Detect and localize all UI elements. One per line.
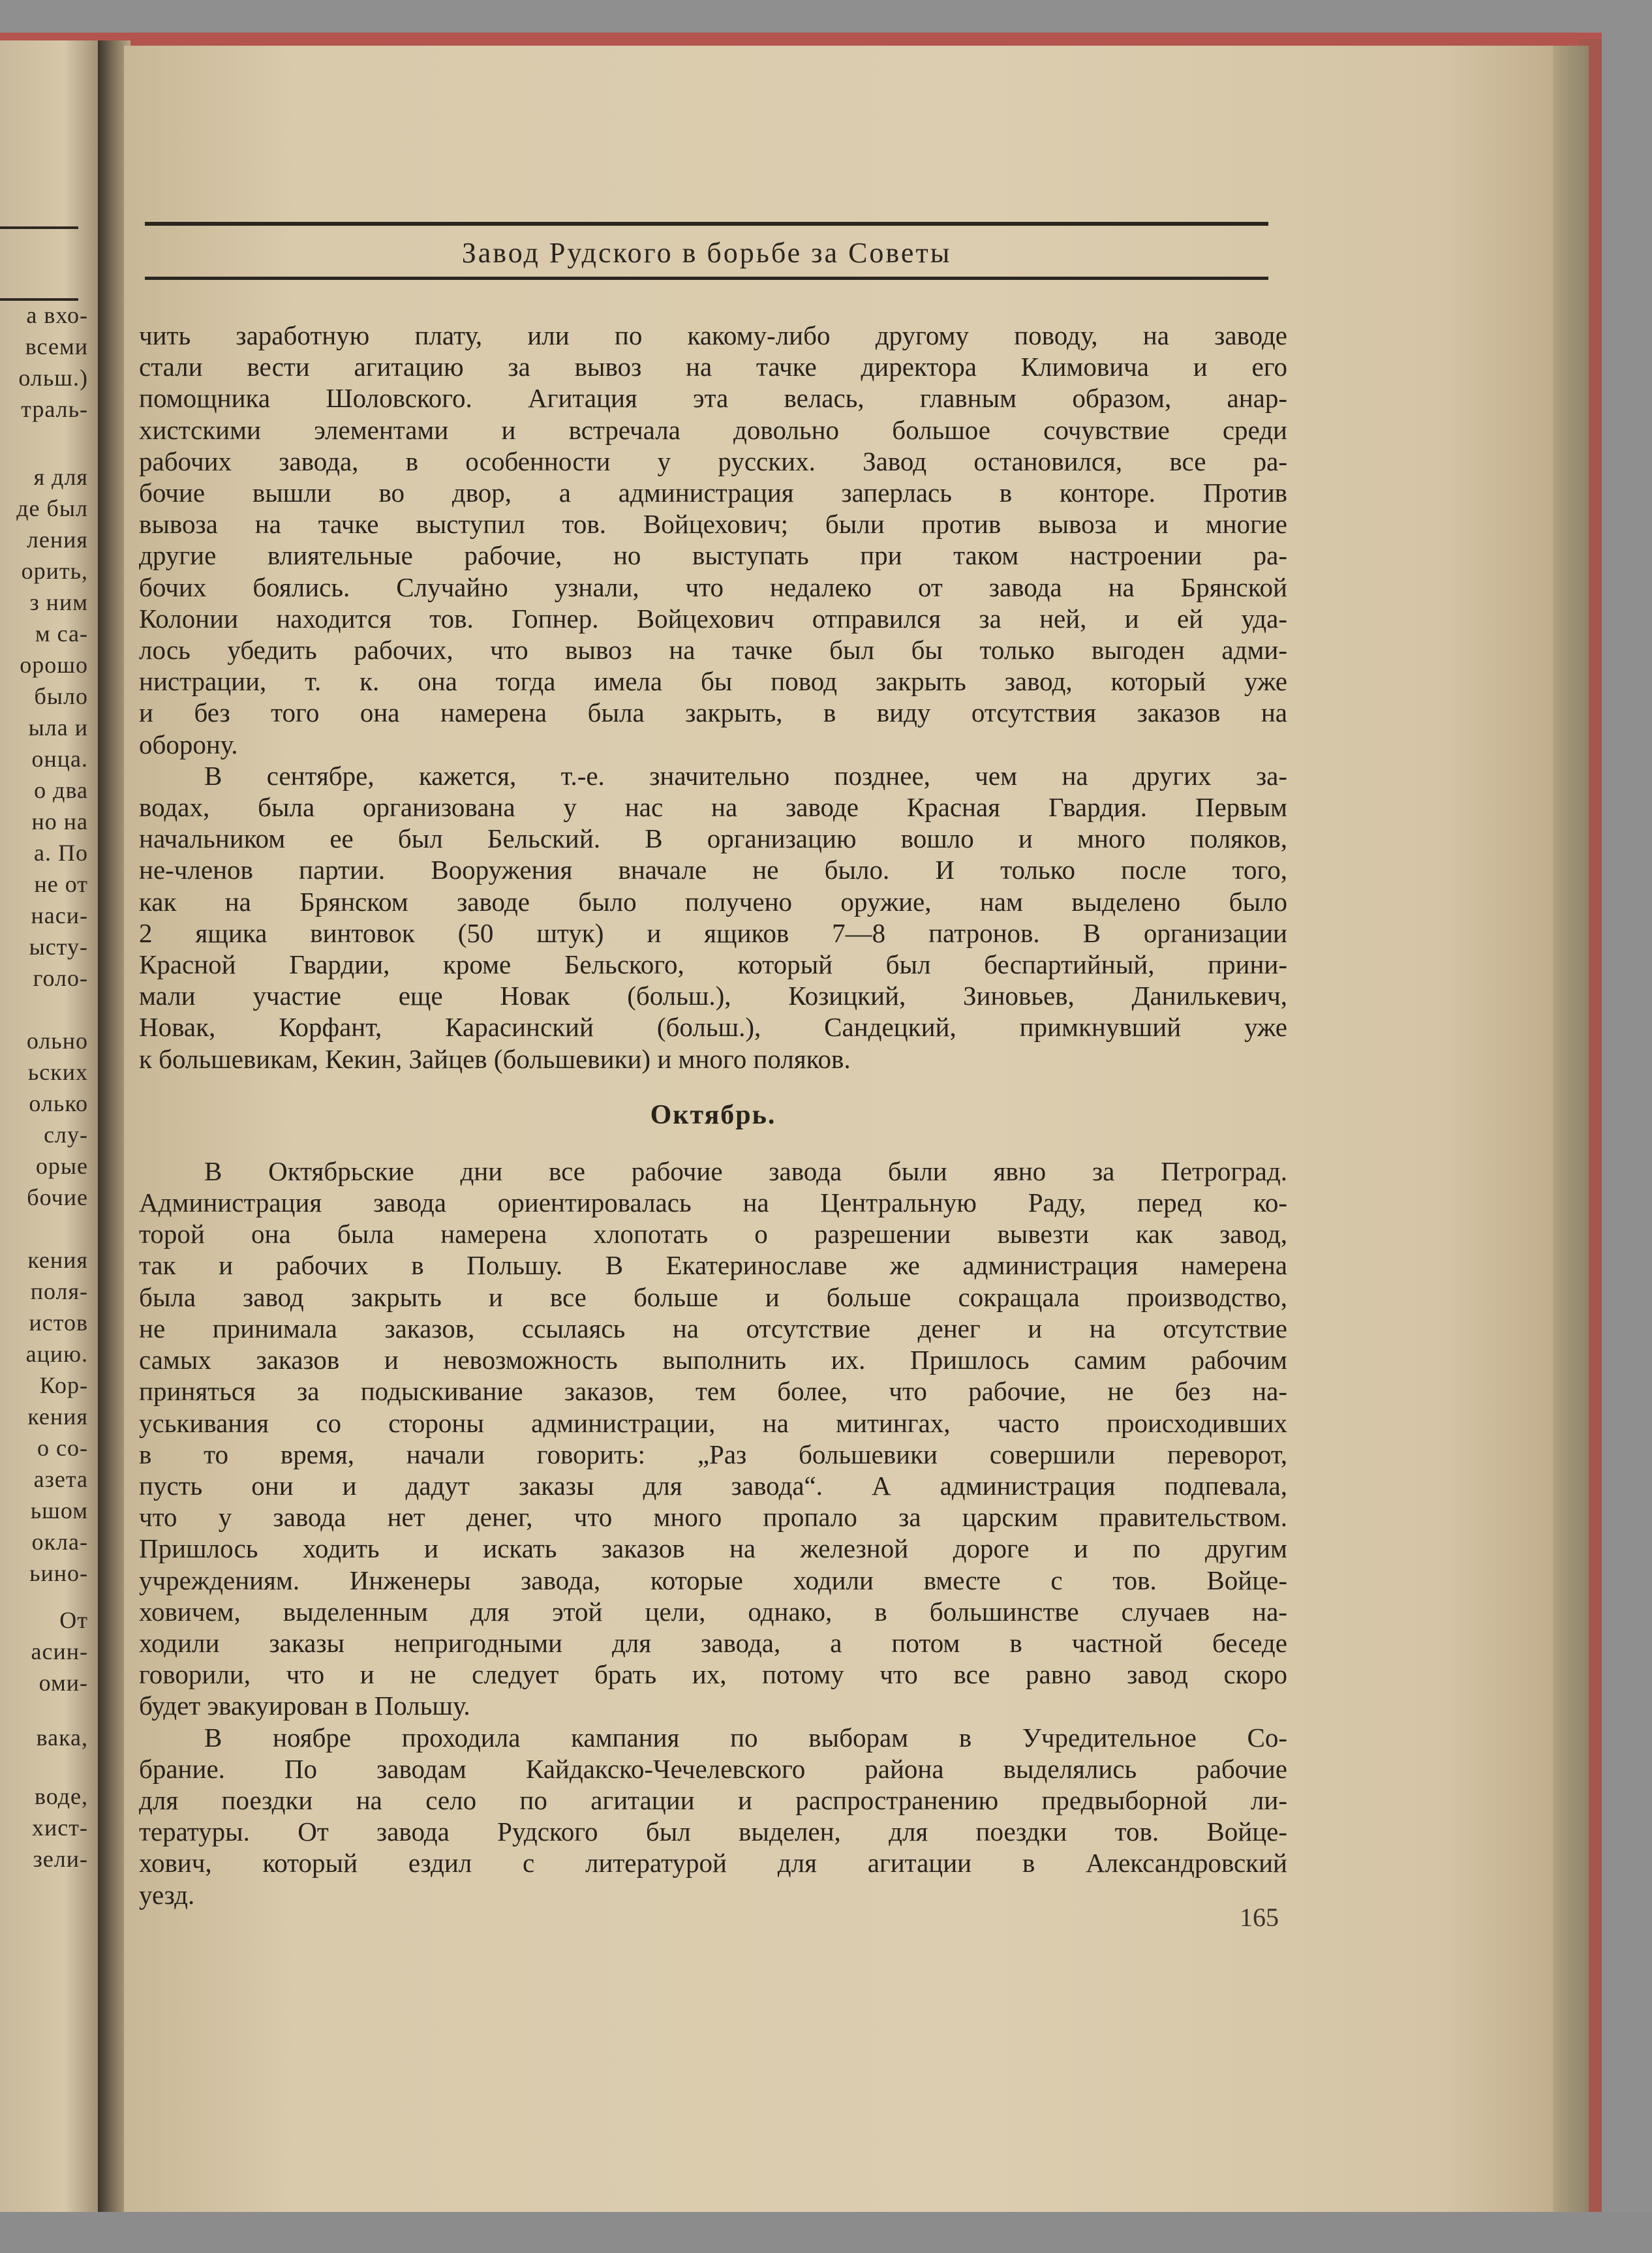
text-line: бочие вышли во двор, а администрация заперлась в конторе. Против xyxy=(139,478,1287,508)
body-text xyxy=(139,320,1287,1910)
left-page-text-fragment: я для xyxy=(33,464,88,490)
left-page-text-fragment: ацию. xyxy=(25,1341,88,1367)
left-page-text-fragment: ьино- xyxy=(29,1560,88,1586)
text-line: лось убедить рабочих, что вывоз на тачке был бы только выгоден адми- xyxy=(139,635,1287,666)
text-line: начальником ее был Бельский. В организацию вошло и много поляков, xyxy=(139,823,1287,854)
text-line: ходили заказы непригодными для завода, а потом в частной беседе xyxy=(139,1627,1287,1658)
left-page-text-fragment: траль- xyxy=(21,396,88,422)
left-page-text-fragment: ьских xyxy=(27,1059,88,1085)
left-page-text-fragment: ления xyxy=(26,527,88,553)
left-page-text-fragment: ьшом xyxy=(30,1497,88,1524)
left-page-text-fragment: азета xyxy=(33,1466,88,1492)
left-page-text-fragment: ольно xyxy=(26,1028,88,1054)
text-line: другие влиятельные рабочие, но выступать при таком настроении ра- xyxy=(139,540,1287,571)
header-rule-bottom xyxy=(145,277,1268,280)
left-page-text-fragment: ыла и xyxy=(28,714,88,741)
text-line: тературы. От завода Рудского был выделен, для поездки тов. Войце- xyxy=(139,1816,1287,1847)
running-title: Завод Рудского в борьбе за Советы xyxy=(461,237,952,269)
text-line: к большевикам, Кекин, Зайцев (большевики) и много поляков. xyxy=(139,1043,851,1074)
text-line: в то время, начали говорить: „Раз большевики совершили переворот, xyxy=(139,1439,1287,1469)
left-page-text-fragment: От xyxy=(59,1607,88,1633)
left-page-text-fragment: было xyxy=(34,683,88,709)
text-line: хистскими элементами и встречала довольно большое сочувствие среди xyxy=(139,414,1287,445)
left-page-text-fragment: з ним xyxy=(29,589,88,615)
text-line: бочих боялись. Случайно узнали, что недалеко от завода на Брянской xyxy=(139,572,1287,602)
left-page-text-fragment: слу- xyxy=(44,1122,88,1148)
left-page-text-fragment: зели- xyxy=(33,1846,88,1872)
text-line: была завод закрыть и все больше и больше сокращала производство, xyxy=(139,1281,1287,1312)
text-line: В ноябре проходила кампания по выборам в Учредительное Со- xyxy=(204,1722,1287,1753)
text-line: вывоза на тачке выступил тов. Войцехович; были против вывоза и многие xyxy=(139,509,1287,540)
text-line: уезд. xyxy=(139,1879,195,1910)
text-line: Пришлось ходить и искать заказов на железной дороге и по другим xyxy=(139,1533,1287,1564)
text-line: что у завода нет денег, что много пропало за царским правительством. xyxy=(139,1502,1287,1533)
text-line: приняться за подыскивание заказов, тем более, что рабочие, не без на- xyxy=(139,1376,1287,1407)
text-line: Новак, Корфант, Карасинский (больш.), Сандецкий, примкнувший уже xyxy=(139,1012,1287,1043)
text-line: мали участие еще Новак (больш.), Козицкий, Зиновьев, Данилькевич, xyxy=(139,981,1287,1011)
text-line: так и рабочих в Польшу. В Екатеринославе же администрация намерена xyxy=(139,1250,1287,1281)
left-page-text-fragment: Кор- xyxy=(39,1372,88,1398)
left-page-text-fragment: но на xyxy=(31,808,88,835)
left-page-text-fragment: о два xyxy=(34,777,88,803)
text-line: рабочих завода, в особенности у русских. Завод остановился, все ра- xyxy=(139,446,1287,476)
left-page-text-fragment: а. По xyxy=(34,840,88,866)
left-page-text-fragment: истов xyxy=(29,1310,88,1336)
left-page-text-fragment: ысту- xyxy=(29,934,88,960)
paragraph-3 xyxy=(139,1156,1287,1722)
text-line: 2 ящика винтовок (50 штук) и ящиков 7—8 патронов. В организации xyxy=(139,917,1287,948)
text-line: стали вести агитацию за вывоз на тачке директора Климовича и его xyxy=(139,352,1287,382)
paragraph-1 xyxy=(139,320,1287,760)
left-page-text-fragment: олько xyxy=(29,1090,88,1116)
text-line: будет эвакуирован в Польшу. xyxy=(139,1691,470,1721)
paragraph-2 xyxy=(139,760,1287,1075)
text-line: говорили, что и не следует брать их, потому что все равно завод скоро xyxy=(139,1659,1287,1690)
page-number: 165 xyxy=(1240,1903,1279,1932)
text-line: чить заработную плату, или по какому-либо другому поводу, на заводе xyxy=(139,320,1287,350)
left-page-text-fragment: не от xyxy=(34,871,88,897)
left-page-text-fragment: орить, xyxy=(21,558,88,584)
left-page-fragment xyxy=(0,40,108,2212)
text-line: водах, была организована у нас на заводе Красная Гвардия. Первым xyxy=(139,792,1287,823)
left-page-text-fragment: ольш.) xyxy=(18,365,88,391)
left-page-text-fragment: асин- xyxy=(31,1638,88,1664)
text-line: В Октябрьские дни все рабочие завода были явно за Петроград. xyxy=(204,1156,1287,1186)
left-page-text-fragment: кения xyxy=(27,1403,88,1430)
left-page-text-fragment: м са- xyxy=(35,621,88,647)
text-line: оборону. xyxy=(139,729,238,759)
text-line: и без того она намерена была закрыть, в виду отсутствия заказов на xyxy=(139,697,1287,728)
text-line: ховичем, выделенным для этой цели, однако, в большинстве случаев на- xyxy=(139,1596,1287,1627)
text-line: Колонии находится тов. Гопнер. Войцехович отправился за ней, и ей уда- xyxy=(139,603,1287,634)
left-page-rule xyxy=(0,226,78,229)
left-page-text-fragment: оми- xyxy=(38,1670,88,1696)
left-page-text-fragment: хист- xyxy=(32,1815,88,1841)
scanner-bottom-bar xyxy=(0,2212,1652,2253)
left-page-text-fragment: орошо xyxy=(20,652,88,678)
text-line: хович, который ездил с литературой для агитации в Александровский xyxy=(139,1848,1287,1878)
text-line: не-членов партии. Вооружения вначале не было. И только после того, xyxy=(139,855,1287,885)
text-line: Администрация завода ориентировалась на Центральную Раду, перед ко- xyxy=(139,1188,1287,1218)
text-line: В сентябре, кажется, т.-е. значительно позднее, чем на других за- xyxy=(204,760,1287,791)
left-page-text-fragment: бочие xyxy=(27,1184,88,1210)
text-line: помощника Шоловского. Агитация эта велась, главным образом, анар- xyxy=(139,383,1287,414)
text-line: уськивания со стороны администрации, на митингах, часто происходивших xyxy=(139,1407,1287,1438)
left-page-text-fragment: всеми xyxy=(25,333,88,360)
text-line: самых заказов и невозможность выполнить их. Пришлось самим рабочим xyxy=(139,1345,1287,1375)
left-page-text-fragment: окла- xyxy=(31,1529,88,1555)
left-page-text-fragment: наси- xyxy=(31,902,88,928)
text-line: торой она была намерена хлопотать о разрешении вывезти как завод, xyxy=(139,1219,1287,1249)
text-line: Красной Гвардии, кроме Бельского, который был беспартийный, прини- xyxy=(139,949,1287,980)
left-page-text-fragment: поля- xyxy=(30,1278,88,1304)
left-page-text-fragment: о со- xyxy=(37,1435,88,1461)
text-line: брание. По заводам Кайдакско-Чечелевского района выделялись рабочие xyxy=(139,1753,1287,1784)
left-page-text-fragment: орые xyxy=(35,1153,88,1179)
section-heading: Октябрь. xyxy=(650,1099,776,1130)
header-rule-top xyxy=(145,222,1268,226)
left-page-text-fragment: вака, xyxy=(36,1724,88,1751)
left-page-text-fragment: онца. xyxy=(31,746,88,772)
text-line: не принимала заказов, ссылаясь на отсутствие денег и на отсутствие xyxy=(139,1313,1287,1343)
text-line: пусть они и дадут заказы для завода“. А администрация подпевала, xyxy=(139,1470,1287,1501)
text-line: нистрации, т. к. она тогда имела бы повод закрыть завод, который уже xyxy=(139,666,1287,697)
paragraph-4 xyxy=(139,1722,1287,1910)
text-line: для поездки на село по агитации и распространению предвыборной ли- xyxy=(139,1785,1287,1815)
left-page-text-fragment: кения xyxy=(27,1247,88,1273)
left-page-text-fragment: голо- xyxy=(33,965,88,991)
text-line: учреждениям. Инженеры завода, которые ходили вместе с тов. Войце- xyxy=(139,1565,1287,1595)
left-page-text-fragment: а вхо- xyxy=(26,302,88,328)
left-page-text-fragment: де был xyxy=(16,495,88,521)
left-page-text-fragment: воде, xyxy=(34,1783,88,1809)
text-line: как на Брянском заводе было получено оружие, нам выделено было xyxy=(139,886,1287,917)
